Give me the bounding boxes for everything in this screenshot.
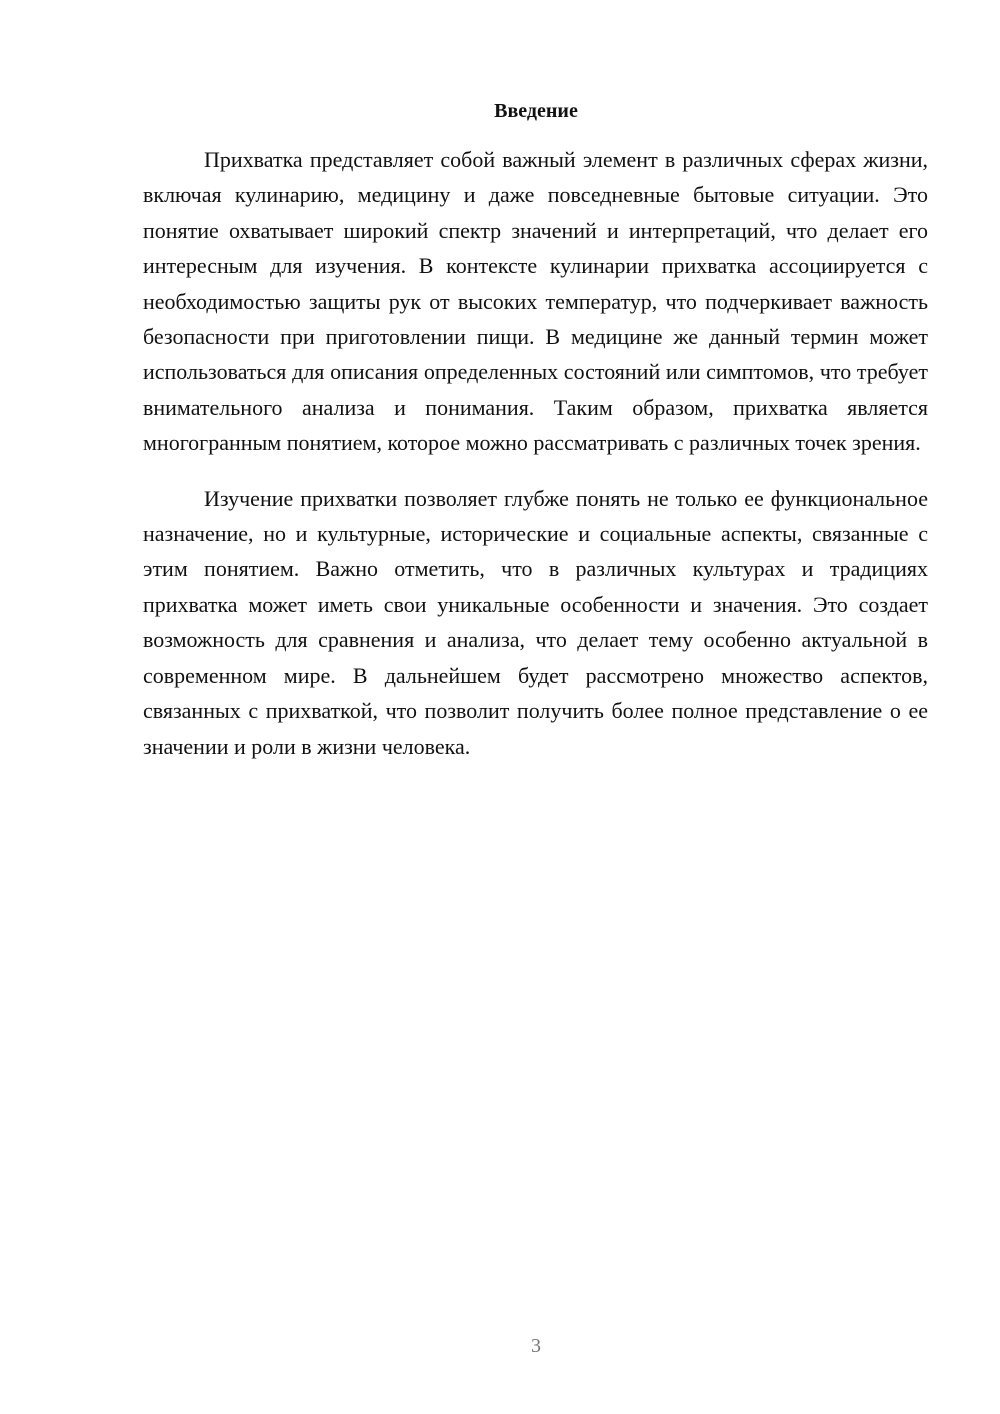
page-number: 3 — [531, 1335, 541, 1357]
paragraph-1: Прихватка представляет собой важный элемент в различных сферах жизни, включая кулинарию, медицину и даже повседневные бытовые ситуации. Это понятие охватывает широкий спектр значений и интерпретаций, что делает его интересным для изучения. В контексте кулинарии прихватка ассоциируется с необходимостью защиты рук от высоких температур, что подчеркивает важность безопасности при приготовлении пищи. В медицине же данный термин может использоваться для описания определенных состояний или симптомов, что требует внимательного анализа и понимания. Таким образом, прихватка является многогранным понятием, которое можно рассматривать с различных точек зрения. — [143, 147, 928, 456]
paragraph-2: Изучение прихватки позволяет глубже понять не только ее функциональное назначение, но и культурные, исторические и социальные аспекты, связанные с этим понятием. Важно отметить, что в различных культурах и традициях прихватка может иметь свои уникальные особенности и значения. Это создает возможность для сравнения и анализа, что делает тему особенно актуальной в современном мире. В дальнейшем будет рассмотрено множество аспектов, связанных с прихваткой, что позволит получить более полное представление о ее значении и роли в жизни человека. — [143, 485, 928, 759]
document-body — [143, 142, 928, 764]
page-heading: Введение — [494, 100, 578, 122]
